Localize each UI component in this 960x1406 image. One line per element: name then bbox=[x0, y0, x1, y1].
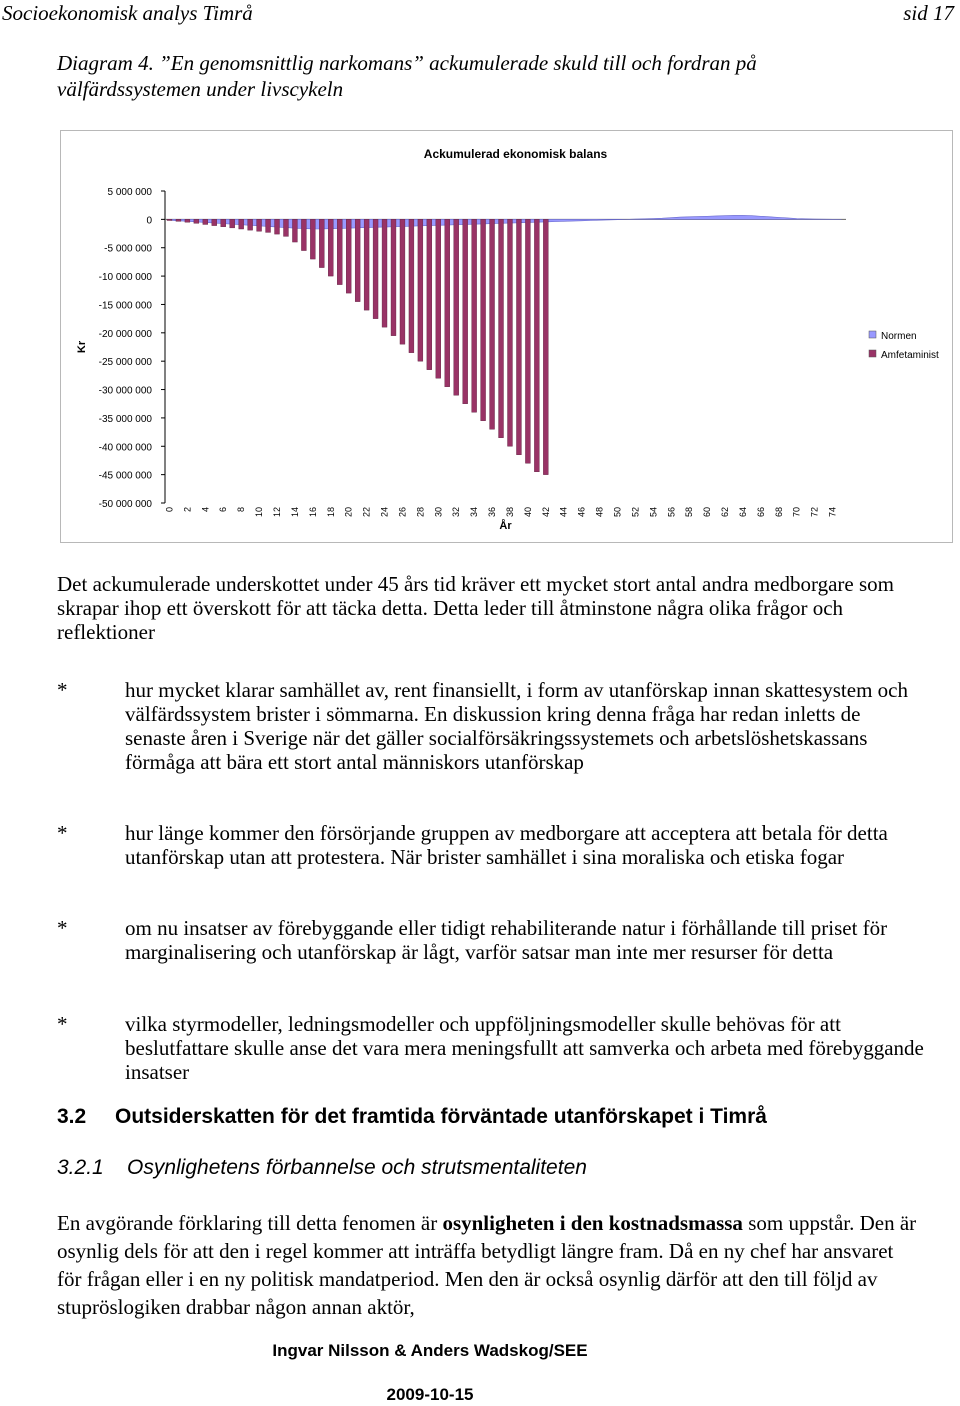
x-tick-label: 58 bbox=[684, 507, 695, 518]
y-tick-label: -10 000 000 bbox=[98, 272, 152, 284]
amfetaminist-bar bbox=[454, 219, 459, 395]
amfetaminist-bar bbox=[203, 219, 208, 224]
amfetaminist-bar bbox=[490, 219, 495, 429]
x-tick-label: 46 bbox=[576, 507, 587, 518]
caption-line-2: välfärdssystemen under livscykeln bbox=[57, 77, 344, 101]
amfetaminist-bar bbox=[364, 219, 369, 310]
x-tick-label: 62 bbox=[720, 507, 731, 518]
amfetaminist-bar bbox=[239, 219, 244, 229]
amfetaminist-bar bbox=[319, 219, 324, 267]
amfetaminist-bar bbox=[400, 219, 405, 344]
x-tick-label: 16 bbox=[307, 507, 318, 518]
y-tick-label: -25 000 000 bbox=[98, 357, 152, 369]
y-tick-label: -20 000 000 bbox=[98, 328, 152, 340]
bullet-star: * bbox=[57, 916, 68, 940]
amfetaminist-bar bbox=[328, 219, 333, 276]
x-tick-label: 6 bbox=[218, 507, 229, 513]
x-tick-label: 28 bbox=[415, 507, 426, 518]
amfetaminist-bar bbox=[472, 219, 477, 412]
x-tick-label: 42 bbox=[540, 507, 551, 518]
amfetaminist-bar bbox=[185, 219, 190, 222]
x-tick-label: 24 bbox=[379, 507, 390, 518]
amfetaminist-bar bbox=[373, 219, 378, 318]
amfetaminist-bar bbox=[230, 219, 235, 228]
amfetaminist-bar bbox=[499, 219, 504, 437]
subsection-heading bbox=[57, 1156, 587, 1180]
x-tick-label: 44 bbox=[558, 507, 569, 518]
amfetaminist-bar bbox=[275, 219, 280, 234]
amfetaminist-bar bbox=[176, 219, 181, 221]
amfetaminist-bar bbox=[221, 219, 226, 226]
figure-caption bbox=[57, 50, 907, 102]
legend-swatch-amfetaminist bbox=[869, 350, 876, 357]
amfetaminist-bar bbox=[516, 219, 521, 454]
y-tick-label: -45 000 000 bbox=[98, 470, 152, 482]
amfetaminist-bar bbox=[382, 219, 387, 327]
y-tick-label: -30 000 000 bbox=[98, 385, 152, 397]
y-axis-label: Kr bbox=[76, 340, 88, 354]
x-tick-label: 8 bbox=[236, 507, 247, 513]
y-tick-label: -35 000 000 bbox=[98, 413, 152, 425]
amfetaminist-bar bbox=[534, 219, 539, 471]
amfetaminist-bar bbox=[194, 219, 199, 223]
amfetaminist-bar bbox=[409, 219, 414, 352]
x-tick-label: 30 bbox=[433, 507, 444, 518]
amfetaminist-bar bbox=[301, 219, 306, 250]
bullet-text: vilka styrmodeller, ledningsmodeller och uppföljningsmodeller skulle behövas för att beslutfattare skulle anse det vara mera meningsfullt att samverka och arbeta med förebyggande insatser bbox=[125, 1012, 924, 1084]
emphasis-text: osynligheten i den kostnadsmassa bbox=[442, 1211, 743, 1235]
subsection-title: Osynlighetens förbannelse och strutsmentaliteten bbox=[127, 1156, 587, 1179]
y-tick-label: 0 bbox=[146, 215, 152, 227]
x-tick-label: 10 bbox=[254, 507, 265, 518]
x-tick-label: 60 bbox=[702, 507, 713, 518]
x-tick-label: 32 bbox=[451, 507, 462, 518]
amfetaminist-bar bbox=[436, 219, 441, 378]
running-header-title: Socioekonomisk analys Timrå bbox=[2, 1, 253, 25]
footer-date: 2009-10-15 bbox=[386, 1385, 474, 1404]
amfetaminist-bar bbox=[337, 219, 342, 284]
bullet-star: * bbox=[57, 678, 68, 702]
amfetaminist-bar bbox=[418, 219, 423, 361]
x-tick-label: 50 bbox=[612, 507, 623, 518]
amfetaminist-bar bbox=[310, 219, 315, 259]
legend-label-normen: Normen bbox=[881, 331, 917, 342]
section-heading bbox=[57, 1105, 767, 1129]
accumulated-balance-chart bbox=[61, 131, 952, 542]
x-tick-label: 56 bbox=[666, 507, 677, 518]
amfetaminist-bar bbox=[248, 219, 253, 230]
amfetaminist-bar bbox=[167, 219, 172, 220]
paragraph-intro: Det ackumulerade underskottet under 45 års tid kräver ett mycket stort antal andra medborgare som skrapar ihop ett överskott för att täcka detta. Detta leder till åtminstone några olika frågor och reflektioner bbox=[57, 572, 894, 644]
x-tick-label: 72 bbox=[809, 507, 820, 518]
x-tick-label: 40 bbox=[522, 507, 533, 518]
x-axis-label: År bbox=[499, 520, 512, 532]
page-number: sid 17 bbox=[903, 1, 954, 25]
y-tick-label: 5 000 000 bbox=[107, 187, 152, 198]
x-tick-label: 36 bbox=[487, 507, 498, 518]
section-title: Outsiderskatten för det framtida förväntade utanförskapet i Timrå bbox=[115, 1105, 767, 1128]
section-number: 3.2 bbox=[57, 1105, 87, 1128]
amfetaminist-bar bbox=[346, 219, 351, 293]
legend-label-amfetaminist: Amfetaminist bbox=[881, 350, 939, 361]
amfetaminist-bar bbox=[508, 219, 513, 446]
x-tick-label: 54 bbox=[648, 507, 659, 518]
bullet-text: hur länge kommer den försörjande gruppen av medborgare att acceptera att betala för detta utanförskap utan att protestera. När brister samhället i sina moraliska och etiska fogar bbox=[125, 821, 888, 869]
x-tick-label: 20 bbox=[343, 507, 354, 518]
x-tick-label: 12 bbox=[272, 507, 283, 518]
x-tick-label: 48 bbox=[594, 507, 605, 518]
x-tick-label: 66 bbox=[755, 507, 766, 518]
amfetaminist-bar bbox=[463, 219, 468, 403]
x-tick-label: 0 bbox=[164, 507, 175, 513]
x-tick-label: 34 bbox=[469, 507, 480, 518]
x-tick-label: 64 bbox=[737, 507, 748, 518]
y-tick-label: -40 000 000 bbox=[98, 442, 152, 454]
amfetaminist-bar bbox=[266, 219, 271, 232]
amfetaminist-bar bbox=[427, 219, 432, 369]
footer-authors: Ingvar Nilsson & Anders Wadskog/SEE bbox=[272, 1341, 588, 1360]
bullet-star: * bbox=[57, 821, 68, 845]
x-tick-label: 22 bbox=[361, 507, 372, 518]
amfetaminist-bar bbox=[543, 219, 548, 474]
paragraph-text-cont: som uppstår. Den är osynlig dels för att den i regel kommer att inträffa betydligt längre fram. Då en ny chef har ansvaret för frågan eller i en ny politisk mandatperiod. Men den är också osynlig därför att den till följd av stupröslogiken drabbar någon annan aktör, bbox=[57, 1211, 917, 1319]
x-tick-label: 70 bbox=[791, 507, 802, 518]
x-tick-label: 4 bbox=[200, 507, 211, 513]
chart-title: Ackumulerad ekonomisk balans bbox=[423, 147, 608, 161]
amfetaminist-bar bbox=[292, 219, 297, 242]
legend-swatch-normen bbox=[869, 331, 876, 338]
amfetaminist-bar bbox=[257, 219, 262, 231]
bullet-text: hur mycket klarar samhället av, rent finansiellt, i form av utanförskap innan skattesystem och välfärdssystem brister i sömmarna. En diskussion kring denna fråga har redan inletts de senaste åren i Sverige när det gäller socialförsäkringssystemets och arbetslöshetskassans förmåga att bära ett stort antal människors utanförskap bbox=[125, 678, 908, 774]
amfetaminist-bar bbox=[355, 219, 360, 301]
amfetaminist-bar bbox=[284, 219, 289, 236]
x-tick-label: 2 bbox=[182, 507, 193, 513]
amfetaminist-bar bbox=[481, 219, 486, 420]
amfetaminist-bar bbox=[445, 219, 450, 386]
amfetaminist-bar bbox=[525, 219, 530, 463]
x-tick-label: 26 bbox=[397, 507, 408, 518]
x-tick-label: 18 bbox=[325, 507, 336, 518]
y-tick-label: -50 000 000 bbox=[98, 499, 152, 510]
amfetaminist-bar bbox=[391, 219, 396, 335]
paragraph-explanation bbox=[57, 1209, 919, 1321]
x-tick-label: 52 bbox=[630, 507, 641, 518]
y-tick-label: -15 000 000 bbox=[98, 300, 152, 312]
caption-line-1: Diagram 4. ”En genomsnittlig narkomans” ackumulerade skuld till och fordran på bbox=[57, 51, 757, 75]
subsection-number: 3.2.1 bbox=[57, 1156, 104, 1179]
paragraph-text: En avgörande förklaring till detta fenomen är bbox=[57, 1211, 443, 1235]
amfetaminist-bar bbox=[212, 219, 217, 225]
chart-figure bbox=[60, 130, 953, 543]
bullet-star: * bbox=[57, 1012, 68, 1036]
x-tick-label: 74 bbox=[827, 507, 838, 518]
bullet-text: om nu insatser av förebyggande eller tidigt rehabiliterande natur i förhållande till priset för marginalisering och utanförskap är lågt, varför satsar man inte mer resurser för detta bbox=[125, 916, 888, 964]
x-tick-label: 38 bbox=[504, 507, 515, 518]
x-tick-label: 14 bbox=[289, 507, 300, 518]
x-tick-label: 68 bbox=[773, 507, 784, 518]
y-tick-label: -5 000 000 bbox=[104, 243, 152, 255]
